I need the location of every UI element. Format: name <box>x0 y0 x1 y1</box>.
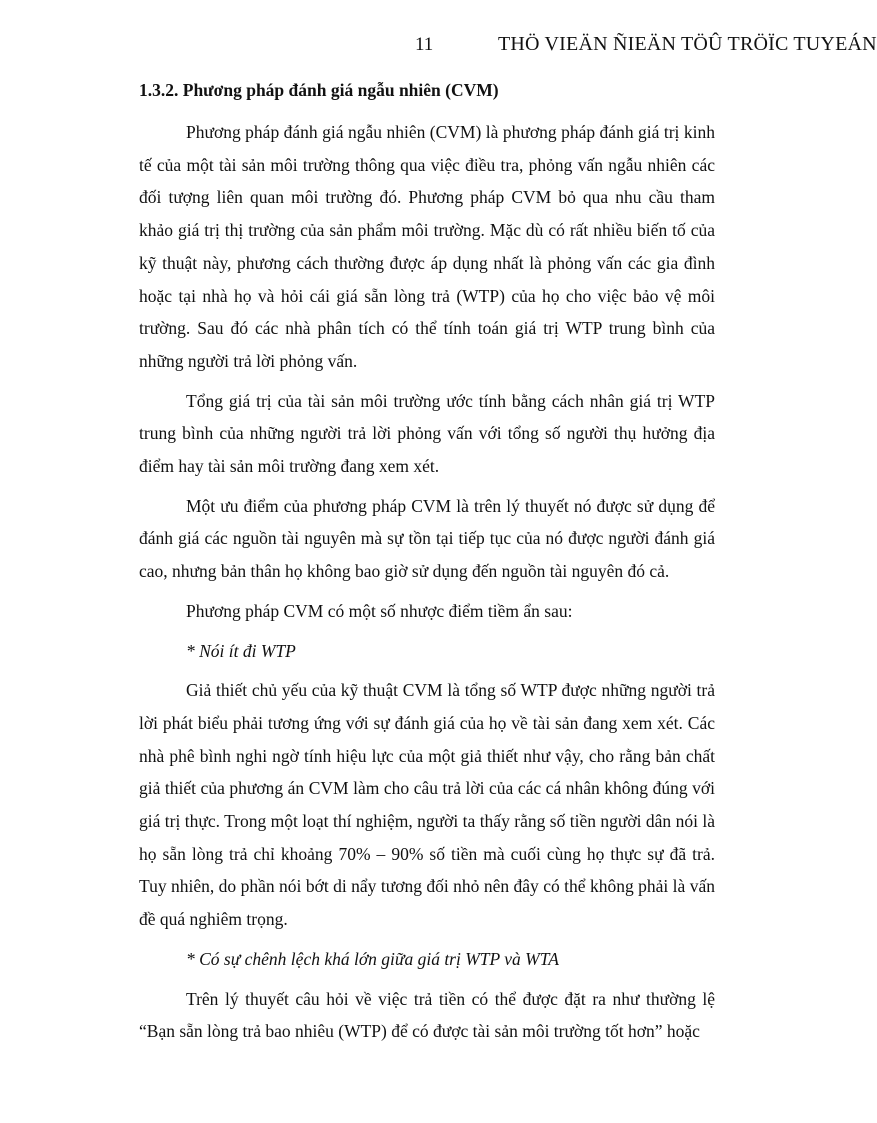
paragraph-advantage: Một ưu điểm của phương pháp CVM là trên lý thuyết nó được sử dụng để đánh giá các nguồn tài nguyên mà sự tồn tại tiếp tục của nó được người đánh giá cao, nhưng bản thân họ không bao giờ sử dụng đến nguồn tài nguyên đó cả. <box>139 495 715 582</box>
paragraph-total-value: Tổng giá trị của tài sản môi trường ước tính bằng cách nhân giá trị WTP trung bình của những người trả lời phỏng vấn với tổng số người thụ hưởng địa điểm hay tài sản môi trường đang xem xét. <box>139 390 715 477</box>
subheading-understated-wtp: * Nói ít đi WTP <box>186 640 296 661</box>
section-heading: 1.3.2. Phương pháp đánh giá ngẫu nhiên (CVM) <box>139 80 499 100</box>
subheading-wtp-wta-gap: * Có sự chênh lệch khá lớn giữa giá trị WTP và WTA <box>186 948 559 969</box>
running-header-title: THÖ VIEÄN ÑIEÄN TÖÛ TRÖÏC TUYEÁN <box>498 33 877 55</box>
paragraph-disadvantages-intro: Phương pháp CVM có một số nhược điểm tiềm ẩn sau: <box>186 600 573 621</box>
paragraph-payment-question: Trên lý thuyết câu hỏi về việc trả tiền có thể được đặt ra như thường lệ “Bạn sẵn lòng trả bao nhiêu (WTP) để có được tài sản môi trường tốt hơn” hoặc <box>139 988 715 1042</box>
paragraph-cvm-definition: Phương pháp đánh giá ngẫu nhiên (CVM) là phương pháp đánh giá trị kinh tế của một tài sản môi trường thông qua việc điều tra, phỏng vấn ngẫu nhiên các đối tượng liên quan môi trường đó. Phương pháp CVM bỏ qua nhu cầu tham khảo giá trị thị trường của sản phẩm môi trường. Mặc dù có rất nhiều biến tố của kỹ thuật này, phương cách thường được áp dụng nhất là phỏng vấn các gia đình hoặc tại nhà họ và hỏi cái giá sẵn lòng trả (WTP) của họ cho việc bảo vệ môi trường. Sau đó các nhà phân tích có thể tính toán giá trị WTP trung bình của những người trả lời phỏng vấn. <box>139 122 715 371</box>
page-number: 11 <box>415 34 434 55</box>
paragraph-wtp-assumption: Giả thiết chủ yếu của kỹ thuật CVM là tổng số WTP được những người trả lời phát biểu phải tương ứng với sự đánh giá của họ về tài sản đang xem xét. Các nhà phê bình nghi ngờ tính hiệu lực của một giả thiết như vậy, cho rằng bản chất giả thiết của phương án CVM làm cho câu trả lời của các cá nhân không đúng với giá trị thực. Trong một loạt thí nghiệm, người ta thấy rằng số tiền người dân nói là họ sẵn lòng trả chỉ khoảng 70% – 90% số tiền mà cuối cùng họ thực sự đã trả. Tuy nhiên, do phần nói bớt di nẩy tương đối nhỏ nên đây có thể không phải là vấn đề quá nghiêm trọng. <box>139 680 715 930</box>
page-content <box>139 78 715 1055</box>
